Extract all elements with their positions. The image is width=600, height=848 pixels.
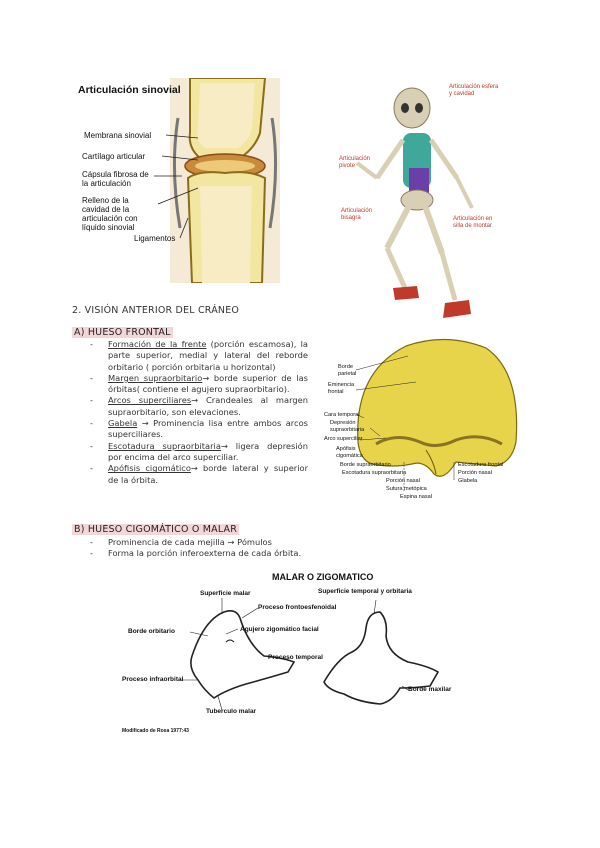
label-superficie-malar: Superficie malar: [200, 590, 251, 597]
label-borde-orbitario: Borde orbitario: [128, 628, 175, 635]
label-porcion-nasal: Porción nasal: [386, 478, 420, 484]
label-borde-maxilar: Borde maxilar: [408, 686, 452, 693]
skeleton-figure: [337, 78, 507, 326]
label-tuberculo-malar: Tuberculo malar: [206, 708, 257, 715]
joint-figure-title: Articulación sinovial: [78, 84, 181, 96]
label-glabela: Glabela: [458, 478, 478, 484]
label-articulacion-esferica: Articulación esfera y cavidad: [449, 84, 499, 97]
label-cartilago-articular: Cartílago articular: [82, 152, 146, 161]
label-eminencia-frontal: Eminencia frontal: [328, 382, 355, 395]
list-item: - Apófisis cigomático→ borde lateral y superior de la órbita.: [90, 463, 308, 485]
list-item: - Forma la porción inferoexterna de cada órbita.: [90, 548, 302, 559]
label-membrana-sinovial: Membrana sinovial: [84, 131, 152, 140]
label-superficie-temporal: Superficie temporal y orbitaria: [318, 588, 412, 595]
cigomatico-heading-text: B) HUESO CIGOMÁTICO O MALAR: [74, 524, 238, 535]
joint-leader-lines: [70, 78, 270, 278]
frontal-heading: [72, 327, 173, 338]
label-espina-nasal: Espina nasal: [400, 494, 433, 500]
frontal-bone-figure: [316, 332, 528, 506]
label-articulacion-pivote: Articulación pivote: [339, 156, 371, 169]
label-proceso-frontoesfenoidal: Proceso frontoesfenoidal: [258, 604, 337, 611]
label-agujero-zigomatico: Agujero zigomático facial: [240, 626, 319, 633]
frontal-bone-leader-lines: [316, 332, 528, 506]
zygomatic-figure: [118, 572, 468, 740]
label-relleno-cavidad: Relleno de la cavidad de la articulación con líquido sinovial: [82, 196, 138, 232]
label-articulacion-bisagra: Articulación bisagra: [341, 208, 373, 221]
frontal-list: [90, 339, 308, 486]
figure-credit: Modificado de Rosa 1977:43: [122, 728, 189, 734]
list-item: - Prominencia de cada mejilla → Pómulos: [90, 537, 272, 547]
label-porcion-nasal-right: Porción nasal: [458, 470, 492, 476]
label-escotadura-supraorbitaria: Escotadura supraorbitaria: [342, 470, 407, 476]
cigomatico-heading: [72, 524, 239, 535]
frontal-heading-text: A) HUESO FRONTAL: [74, 327, 171, 338]
label-borde-parietal: Borde parietal: [338, 364, 357, 377]
label-proceso-infraorbital: Proceso infraorbital: [122, 676, 184, 683]
list-item: - Escotadura supraorbitaria→ ligera depresión por encima del arco superciliar.: [90, 440, 308, 462]
list-item: - Formación de la frente (porción escamosa), la parte superior, medial y lateral del reborde orbitario ( porción orbitaria u horizontal): [90, 339, 308, 372]
label-proceso-temporal: Proceso temporal: [268, 654, 323, 661]
label-depresion-supraorbitaria: Depresión supraorbitaria: [330, 420, 365, 433]
list-item: - Margen supraorbitario→ borde superior de las órbitas( contiene el agujero supraorbitario).: [90, 372, 308, 395]
synovial-joint-figure: [70, 78, 230, 288]
label-articulacion-silla: Articulación en silla de montar: [453, 216, 493, 229]
label-apofisis-cigomatica: Apófisis cigomática: [336, 446, 363, 459]
label-arco-superciliar: Arco superciliar: [324, 436, 363, 442]
label-cara-temporal: Cara temporal: [324, 412, 360, 418]
section-title: 2. VISIÓN ANTERIOR DEL CRÁNEO: [72, 305, 240, 316]
cigomatico-list: [90, 537, 350, 560]
list-item: - Gabela → Prominencia lisa entre ambos arcos superciliares.: [90, 418, 308, 440]
label-sutura-metopica: Sutura metópica: [386, 486, 427, 492]
zygomatic-figure-title: MALAR O ZIGOMATICO: [272, 572, 374, 582]
label-escotadura-frontal: Escotadura frontal: [458, 462, 504, 468]
list-item: - Arcos superciliares→ Crandeales al margen supraorbitario, son elevaciones.: [90, 395, 308, 417]
label-borde-supraorbitario: Borde supraorbitario: [340, 462, 391, 468]
skeleton-illustration: [337, 78, 507, 326]
label-ligamentos: Ligamentos: [134, 234, 176, 243]
label-capsula-fibrosa: Cápsula fibrosa de la articulación: [82, 170, 149, 188]
